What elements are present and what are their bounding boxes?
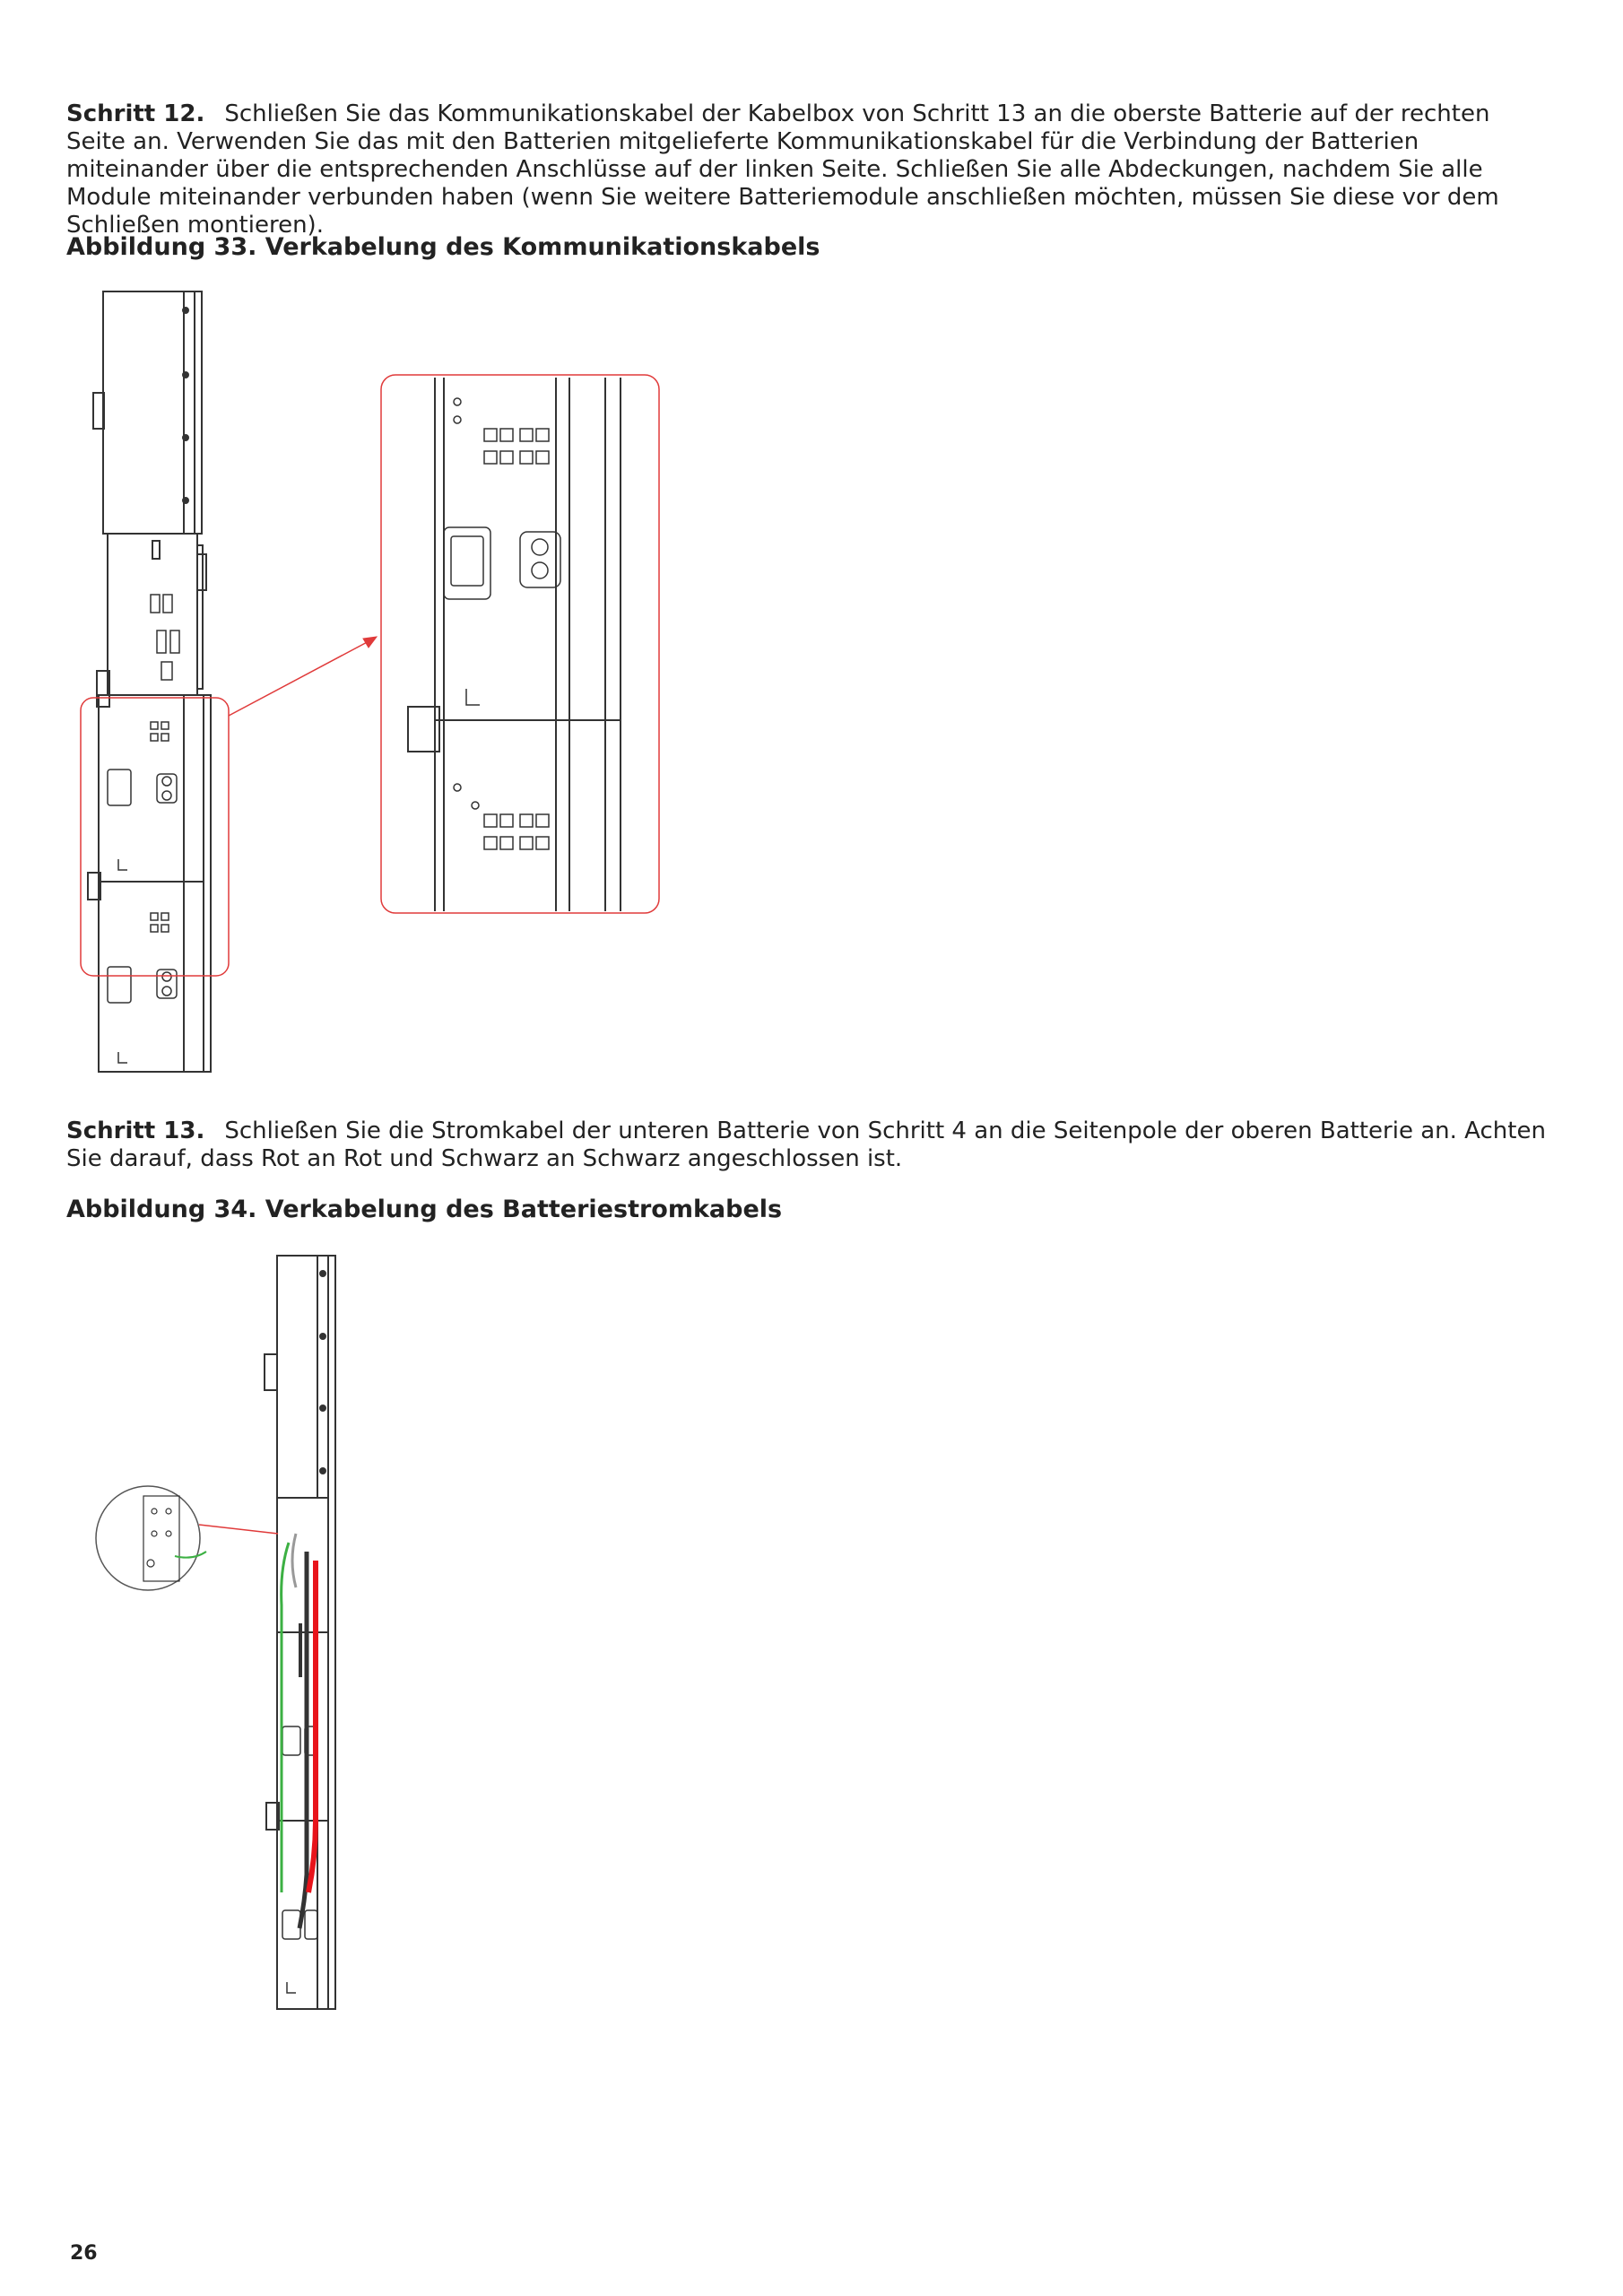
page-number: 26 [70, 2242, 98, 2265]
figure-34-diagram [81, 1247, 386, 2018]
figure-34-caption: Abbildung 34. Verkabelung des Batteriestromkabels [66, 1196, 783, 1223]
figure-33-diagram [72, 285, 681, 1101]
figure-33-caption: Abbildung 33. Verkabelung des Kommunikationskabels [66, 233, 820, 261]
step-13-label: Schritt 13. [66, 1118, 205, 1144]
step-13-text: Schließen Sie die Stromkabel der unteren Batterie von Schritt 4 an die Seitenpole der oberen Batterie an. Achten Sie darauf, dass Rot an Rot und Schwarz an Schwarz angeschlossen ist. [66, 1118, 1546, 1172]
step-12-paragraph [66, 100, 1555, 239]
step-12-text: Schließen Sie das Kommunikationskabel der Kabelbox von Schritt 13 an die oberste Batterie auf der rechten Seite an. Verwenden Sie das mit den Batterien mitgelieferte Kommunikationskabel für die Verbindung der Batterien miteinander über die entsprechenden Anschlüsse auf der linken Seite. Schließen Sie alle Abdeckungen, nachdem Sie alle Module miteinander verbunden haben (wenn Sie weitere Batteriemodule anschließen möchten, müssen Sie diese vor dem Schließen montieren). [66, 100, 1499, 239]
step-12-label: Schritt 12. [66, 100, 205, 127]
step-13-paragraph [66, 1118, 1555, 1173]
